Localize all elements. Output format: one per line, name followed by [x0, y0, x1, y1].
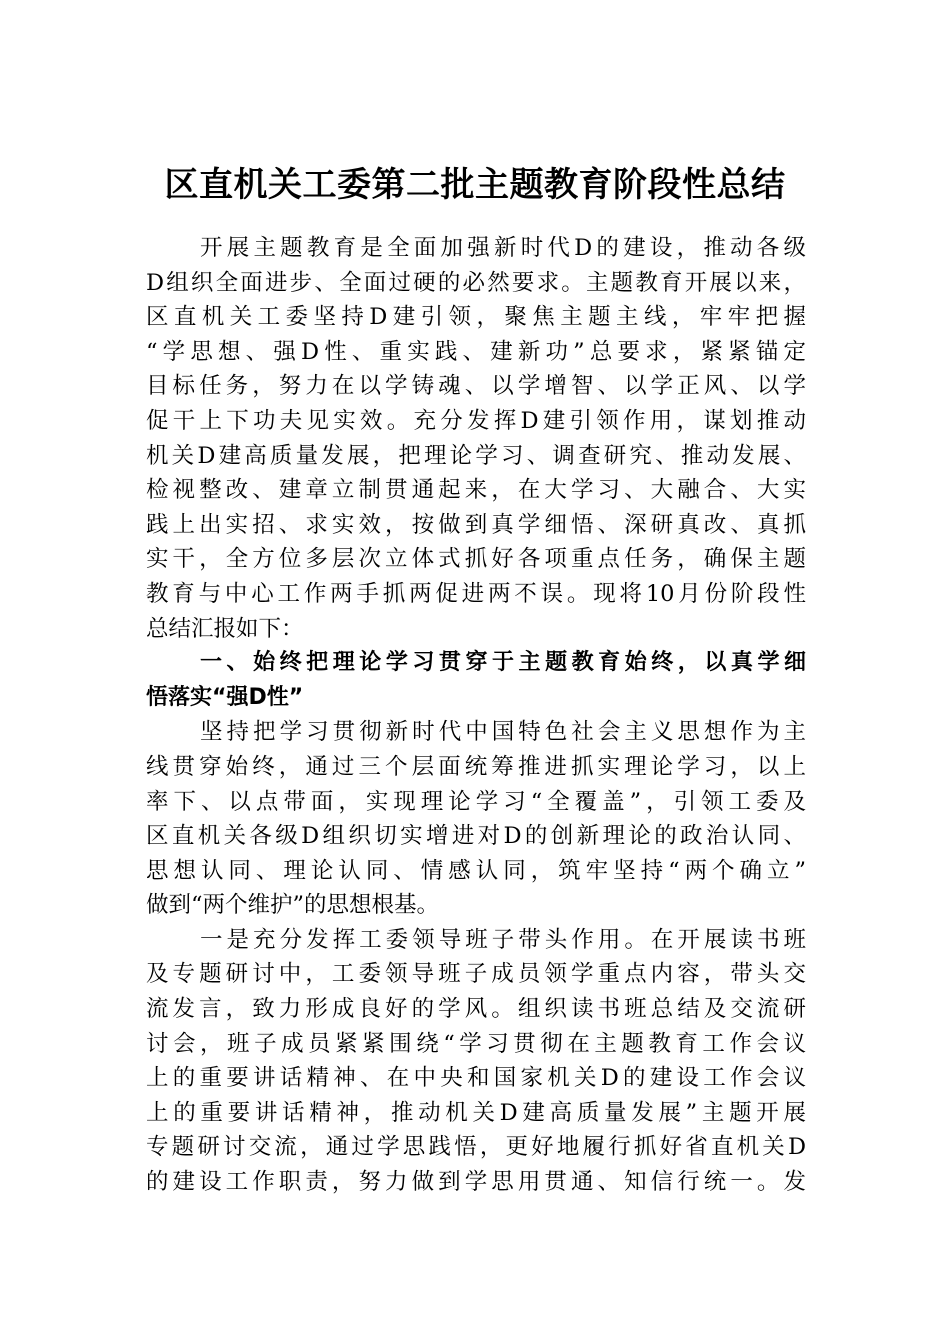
text-line: 目标任务，努力在以学铸魂、以学增智、以学正风、以学: [146, 373, 806, 400]
text-line: 一是充分发挥工委领导班子带头作用。在开展读书班: [200, 926, 806, 953]
text-line: 践上出实招、求实效，按做到真学细悟、深研真改、真抓: [146, 511, 806, 538]
document-body: [146, 231, 806, 1200]
heading-line: 一、始终把理论学习贯穿于主题教育始终，以真学细: [200, 650, 806, 676]
text-line: 开展主题教育是全面加强新时代D的建设，推动各级: [200, 235, 806, 261]
text-line: 做到“两个维护”的思想根基。: [146, 892, 440, 919]
text-line: 区直机关工委坚持D建引领，聚焦主题主线，牢牢把握: [146, 304, 806, 331]
text-line: 总结汇报如下：: [146, 615, 304, 642]
text-line: “学思想、强D性、重实践、建新功”总要求，紧紧锚定: [146, 338, 806, 365]
text-line: D组织全面进步、全面过硬的必然要求。主题教育开展以来，: [146, 269, 806, 296]
text-line: 机关D建高质量发展，把理论学习、调查研究、推动发展、: [146, 442, 806, 469]
paragraph-intro: [146, 231, 806, 646]
text-line: 区直机关各级D组织切实增进对D的创新理论的政治认同、: [146, 823, 806, 850]
paragraph-leadership-role: [146, 923, 806, 1200]
text-line: 上的重要讲话精神、在中央和国家机关D的建设工作会议: [146, 1065, 806, 1092]
heading-line: 悟落实“强D性”: [146, 684, 304, 710]
section-heading: [146, 646, 806, 715]
text-line: 思想认同、理论认同、情感认同，筑牢坚持“两个确立”: [146, 857, 806, 884]
text-line: 促干上下功夫见实效。充分发挥D建引领作用，谋划推动: [146, 407, 806, 434]
text-line: 讨会，班子成员紧紧围绕“学习贯彻在主题教育工作会议: [146, 1030, 806, 1057]
text-line: 及专题研讨中，工委领导班子成员领学重点内容，带头交: [146, 961, 806, 988]
text-line: 坚持把学习贯彻新时代中国特色社会主义思想作为主: [200, 719, 806, 746]
text-line: 检视整改、建章立制贯通起来，在大学习、大融合、大实: [146, 477, 806, 504]
document-title: 区直机关工委第二批主题教育阶段性总结: [164, 165, 786, 205]
text-line: 实干，全方位多层次立体式抓好各项重点任务，确保主题: [146, 546, 806, 573]
text-line: 教育与中心工作两手抓两促进两不误。现将10月份阶段性: [146, 580, 806, 607]
text-line: 流发言，致力形成良好的学风。组织读书班总结及交流研: [146, 996, 806, 1023]
text-line: 率下、以点带面，实现理论学习“全覆盖”，引领工委及: [146, 788, 806, 815]
text-line: 上的重要讲话精神，推动机关D建高质量发展”主题开展: [146, 1099, 806, 1126]
text-line: 线贯穿始终，通过三个层面统筹推进抓实理论学习，以上: [146, 753, 806, 780]
paragraph-theory-study: [146, 715, 806, 923]
text-line: 专题研讨交流，通过学思践悟，更好地履行抓好省直机关D: [146, 1134, 806, 1161]
text-line: 的建设工作职责，努力做到学思用贯通、知信行统一。发: [146, 1169, 806, 1196]
